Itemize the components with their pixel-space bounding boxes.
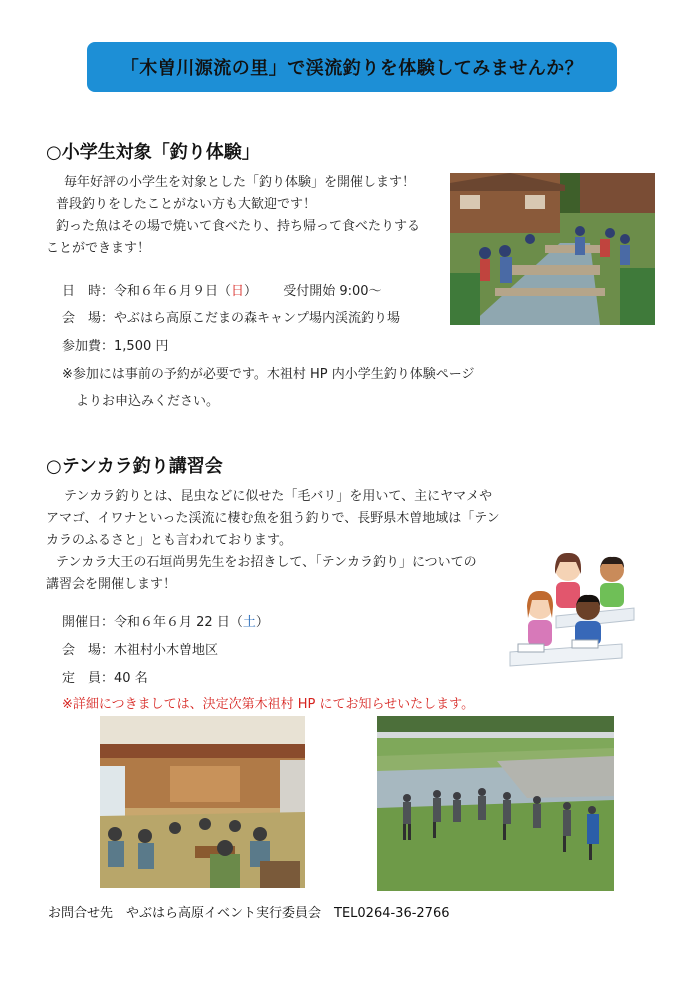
section1-intro-line-1: 毎年好評の小学生を対象とした「釣り体験」を開催します！	[64, 175, 416, 190]
reception-time: 受付開始 9:00～	[283, 284, 382, 299]
date-value: 令和６年６月 22 日（	[114, 615, 243, 630]
fee-label: 参加費：	[62, 339, 115, 354]
date-day: 土	[242, 615, 256, 630]
capacity-label: 定 員：	[62, 671, 115, 686]
section2-venue-row	[62, 639, 218, 658]
section1-note-line-1: ※参加には事前の予約が必要です。木祖村 HP 内小学生釣り体験ページ	[62, 367, 475, 382]
lecture-hall-photo	[100, 716, 305, 888]
section1-note-line-2: よりお申込みください。	[76, 394, 220, 409]
section2-intro-line-4: テンカラ大王の石垣尚男先生をお招きして、「テンカラ釣り」についての	[56, 555, 477, 570]
section2-heading: ○テンカラ釣り講習会	[46, 456, 223, 477]
section1-date-row	[62, 280, 382, 299]
section1-intro-line-4: ことができます！	[46, 241, 151, 256]
contact-footer: お問合せ先 やぶはら高原イベント実行委員会 TEL0264-36-2766	[48, 906, 450, 921]
section2-capacity-row	[62, 667, 148, 686]
venue-label: 会 場：	[62, 311, 115, 326]
section1-heading: ○小学生対象「釣り体験」	[46, 142, 260, 163]
date-close: ）	[244, 284, 258, 299]
fee-value: 1,500 円	[114, 339, 169, 354]
students-illustration	[506, 548, 640, 670]
section1-fee-row	[62, 335, 168, 354]
venue-value: 木祖村小木曽地区	[114, 643, 219, 658]
date-value: 令和６年６月９日（	[114, 284, 232, 299]
capacity-value: 40 名	[114, 671, 148, 686]
date-label: 日 時：	[62, 284, 115, 299]
section2-intro-line-2: アマゴ、イワナといった渓流に棲む魚を狙う釣りで、長野県木曽地域は「テン	[46, 511, 500, 526]
title-banner	[87, 42, 617, 92]
section1-intro-line-2: 普段釣りをしたことがない方も大歓迎です！	[56, 197, 317, 212]
section2-intro-line-3: カラのふるさと」とも言われております。	[46, 533, 292, 548]
section2-notice: ※詳細につきましては、決定次第木祖村 HP にてお知らせいたします。	[62, 697, 475, 712]
date-close: ）	[255, 615, 269, 630]
section1-intro-line-3: 釣った魚はその場で焼いて食べたり、持ち帰って食べたりする	[56, 219, 421, 234]
riverside-photo	[377, 716, 614, 891]
banner-title: 「木曽川源流の里」で渓流釣りを体験してみませんか？	[120, 58, 584, 79]
section1-venue-row	[62, 307, 400, 326]
section2-date-row	[62, 611, 269, 630]
section2-intro-line-5: 講習会を開催します！	[46, 577, 177, 592]
date-day: 日	[231, 284, 245, 299]
venue-label: 会 場：	[62, 643, 115, 658]
venue-value: やぶはら高原こだまの森キャンプ場内渓流釣り場	[114, 311, 401, 326]
section2-intro-line-1: テンカラ釣りとは、昆虫などに似せた「毛バリ」を用いて、主にヤマメや	[64, 489, 493, 504]
kids-fishing-photo	[450, 173, 655, 325]
date-label: 開催日：	[62, 615, 115, 630]
